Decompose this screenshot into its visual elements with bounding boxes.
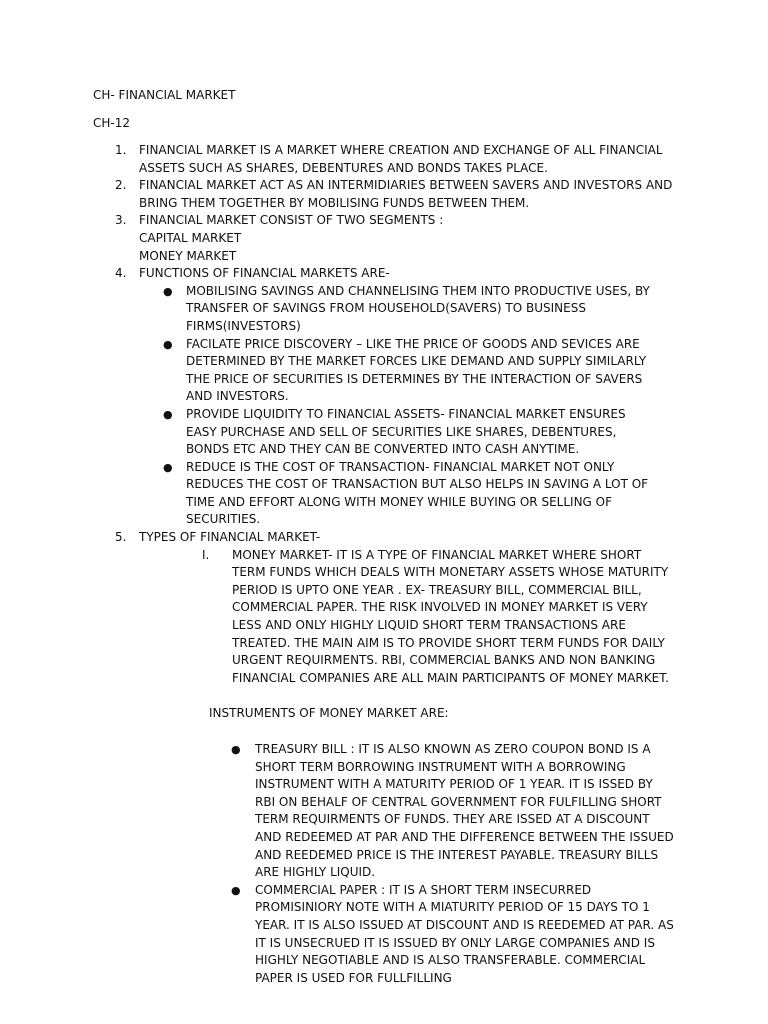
bullet-item [139, 406, 656, 459]
roman-number: I. [202, 547, 210, 562]
bullet-icon: ● [163, 460, 173, 474]
numbered-list [93, 142, 693, 987]
segment-capital-market: CAPITAL MARKET [139, 230, 242, 245]
bullet-icon: ● [231, 883, 241, 897]
list-item [93, 529, 674, 987]
bullet-text: FACILATE PRICE DISCOVERY – LIKE THE PRICE OF GOODS AND SEVICES ARE DETERMINED BY THE MARKET FORCES LIKE DEMAND AND SUPPLY SIMILARLY THE PRICE OF SECURITIES IS DETERMINES BY THE INTERACTION OF SAVERS AND INVESTORS. [186, 336, 647, 404]
list-item [93, 177, 674, 212]
roman-item [139, 547, 669, 688]
bullet-text: TREASURY BILL : IT IS ALSO KNOWN AS ZERO COUPON BOND IS A SHORT TERM BORROWING INSTRUMENT WITH A BORROWING INSTRUMENT WITH A MATURITY PERIOD OF 1 YEAR. IT IS ISSED BY RBI ON BEHALF OF CENTRAL GOVERNMENT FOR FULFILLING SHORT TERM REQUIRMENTS OF FUNDS. THEY ARE ISSED AT A DISCOUNT AND REDEEMED AT PAR AND THE DIFFERENCE BETWEEN THE ISSUED AND REEDEMED PRICE IS THE INTEREST PAYABLE. TREASURY BILLS ARE HIGHLY LIQUID. [255, 742, 674, 880]
bullet-icon: ● [231, 743, 241, 756]
bullet-item [139, 336, 656, 406]
list-item-text: FINANCIAL MARKET IS A MARKET WHERE CREATION AND EXCHANGE OF ALL FINANCIAL ASSETS SUCH AS SHARES, DEBENTURES AND BONDS TAKES PLACE. [139, 143, 663, 175]
bullet-item [139, 459, 656, 529]
instruments-heading: INSTRUMENTS OF MONEY MARKET ARE: [209, 706, 449, 721]
list-item-text: FINANCIAL MARKET ACT AS AN INTERMIDIARIES BETWEEN SAVERS AND INVESTORS AND BRING THEM TOGETHER BY MOBILISING FUNDS BETWEEN THEM. [139, 178, 673, 210]
bullet-icon: ● [163, 284, 173, 298]
roman-item-text: MONEY MARKET- IT IS A TYPE OF FINANCIAL MARKET WHERE SHORT TERM FUNDS WHICH DEALS WITH MONETARY ASSETS WHOSE MATURITY PERIOD IS UPTO ONE YEAR . EX- TREASURY BILL, COMMERCIAL BILL, COMMERCIAL PAPER. THE RISK INVOLVED IN MONEY MARKET IS VERY LESS AND ONLY HIGHLY LIQUID SHORT TERM TRANSACTIONS ARE TREATED. THE MAIN AIM IS TO PROVIDE SHORT TERM FUNDS FOR DAILY URGENT REQUIRMENTS. RBI, COMMERCIAL BANKS AND NON BANKING FINANCIAL COMPANIES ARE ALL MAIN PARTICIPANTS OF MONEY MARKET. [232, 547, 669, 685]
list-number: 1. [115, 143, 127, 157]
bullet-icon: ● [163, 407, 173, 421]
bullet-item [139, 882, 675, 988]
list-item [93, 265, 674, 529]
bullet-item [139, 283, 656, 336]
instrument-bullet-list [139, 741, 674, 987]
list-number: 5. [115, 530, 127, 545]
bullet-text: REDUCE IS THE COST OF TRANSACTION- FINANCIAL MARKET NOT ONLY REDUCES THE COST OF TRANSACTION BUT ALSO HELPS IN SAVING A LOT OF TIME AND EFFORT ALONG WITH MONEY WHILE BUYING OR SELLING OF SECURITIES. [186, 459, 649, 527]
chapter-label: CH-12 [93, 116, 131, 130]
roman-list [139, 547, 674, 688]
segment-money-market: MONEY MARKET [139, 248, 237, 263]
bullet-list [139, 283, 674, 529]
list-item-text: FUNCTIONS OF FINANCIAL MARKETS ARE- [139, 266, 390, 281]
list-number: 4. [115, 266, 127, 281]
list-item [93, 212, 674, 265]
list-item-text: FINANCIAL MARKET CONSIST OF TWO SEGMENTS : [139, 213, 444, 228]
bullet-text: PROVIDE LIQUIDITY TO FINANCIAL ASSETS- FINANCIAL MARKET ENSURES EASY PURCHASE AND SELL OF SECURITIES LIKE SHARES, DEBENTURES, BONDS ETC AND THEY CAN BE CONVERTED INTO CASH ANYTIME. [186, 406, 626, 457]
list-number: 3. [115, 213, 127, 228]
bullet-icon: ● [163, 337, 173, 351]
list-item-text: TYPES OF FINANCIAL MARKET- [139, 530, 321, 545]
bullet-text: COMMERCIAL PAPER : IT IS A SHORT TERM INSECURRED PROMISINIORY NOTE WITH A MIATURITY PERIOD OF 15 DAYS TO 1 YEAR. IT IS ALSO ISSUED AT DISCOUNT AND IS REEDEMED AT PAR. AS IT IS UNSECRUED IT IS ISSUED BY ONLY LARGE COMPANIES AND IS HIGHLY NEGOTIABLE AND IS ALSO TRANSFERABLE. COMMERCIAL PAPER IS USED FOR FULLFILLING [255, 882, 674, 985]
document-title: CH- FINANCIAL MARKET [93, 88, 236, 102]
list-number: 2. [115, 178, 127, 193]
bullet-text: MOBILISING SAVINGS AND CHANNELISING THEM INTO PRODUCTIVE USES, BY TRANSFER OF SAVINGS FROM HOUSEHOLD(SAVERS) TO BUSINESS FIRMS(INVESTORS) [186, 283, 650, 333]
list-item [93, 142, 674, 177]
bullet-item [139, 741, 675, 882]
